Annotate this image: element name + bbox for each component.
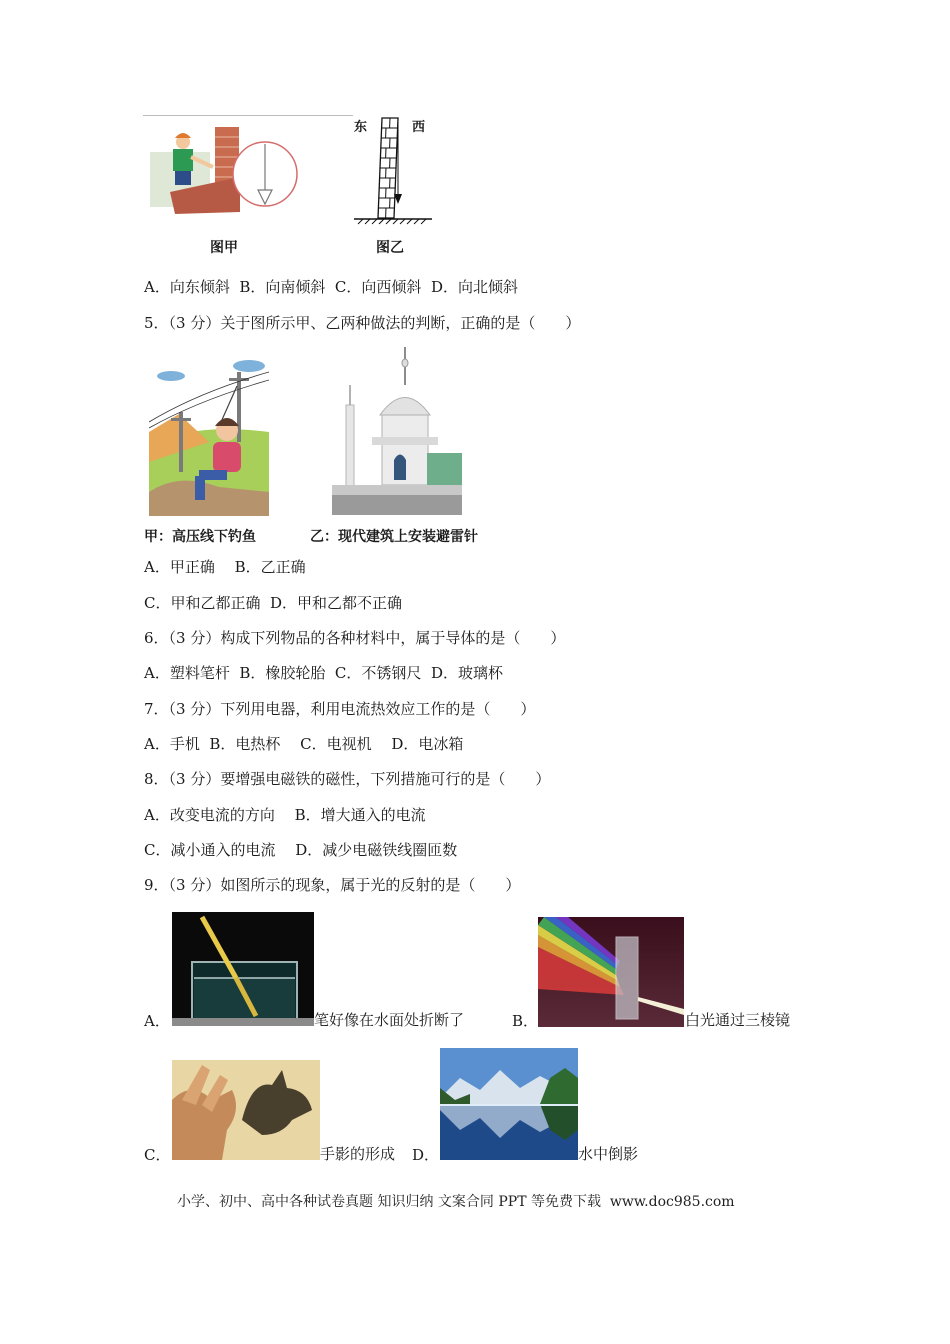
q5-options-line2: C．甲和乙都正确 D．甲和乙都不正确: [144, 594, 403, 612]
photo-hand-shadow: [172, 1060, 320, 1160]
caption-q5-yi: 乙：现代建筑上安装避雷针: [310, 529, 478, 545]
figure-fishing-under-power-lines: [149, 352, 269, 516]
q8-options-line2: C．减小通入的电流 D．减少电磁铁线圈匝数: [144, 841, 458, 859]
q9-option-a-label: A．: [144, 1012, 170, 1030]
q9-option-a-text: 笔好像在水面处折断了: [314, 1011, 465, 1029]
q6-stem: 6．（3 分）构成下列物品的各种材料中，属于导体的是（ ）: [144, 629, 566, 647]
q9-option-d-label: D．: [412, 1146, 440, 1164]
figure-jia-worker-plumb: [145, 122, 310, 217]
q8-options-line1: A．改变电流的方向 B．增大通入的电流: [144, 806, 426, 824]
page-footer: 小学、初中、高中各种试卷真题 知识归纳 文案合同 PPT 等免费下载 www.doc985.com: [177, 1194, 735, 1210]
caption-q5-jia: 甲：高压线下钓鱼: [144, 529, 256, 545]
q4-options: A．向东倾斜 B．向南倾斜 C．向西倾斜 D．向北倾斜: [144, 278, 518, 296]
figure-building-lightning-rod: [332, 345, 462, 515]
photo-reflection-in-water: [440, 1048, 578, 1160]
photo-prism-spectrum: [538, 917, 684, 1027]
q9-option-b-text: 白光通过三棱镜: [685, 1011, 791, 1029]
caption-figure-jia: 图甲: [210, 240, 238, 256]
q7-stem: 7．（3 分）下列用电器，利用电流热效应工作的是（ ）: [144, 700, 536, 718]
label-dong: 东: [354, 120, 368, 135]
top-rule: [143, 115, 353, 116]
q9-stem: 9．（3 分）如图所示的现象，属于光的反射的是（ ）: [144, 876, 521, 894]
label-xi: 西: [412, 120, 426, 135]
q6-options: A．塑料笔杆 B．橡胶轮胎 C．不锈钢尺 D．玻璃杯: [144, 664, 503, 682]
q9-option-c-text: 手影的形成: [320, 1145, 396, 1163]
q9-option-c-label: C．: [144, 1146, 171, 1164]
photo-pencil-in-water: [172, 912, 314, 1026]
q7-options: A．手机 B．电热杯 C．电视机 D．电冰箱: [144, 735, 464, 753]
q8-stem: 8．（3 分）要增强电磁铁的磁性，下列措施可行的是（ ）: [144, 770, 551, 788]
q5-stem: 5．（3 分）关于图所示甲、乙两种做法的判断，正确的是（ ）: [144, 314, 581, 332]
q9-option-d-text: 水中倒影: [578, 1145, 639, 1163]
caption-figure-yi: 图乙: [376, 240, 404, 256]
q9-option-b-label: B．: [512, 1012, 539, 1030]
q5-options-line1: A．甲正确 B．乙正确: [144, 558, 306, 576]
